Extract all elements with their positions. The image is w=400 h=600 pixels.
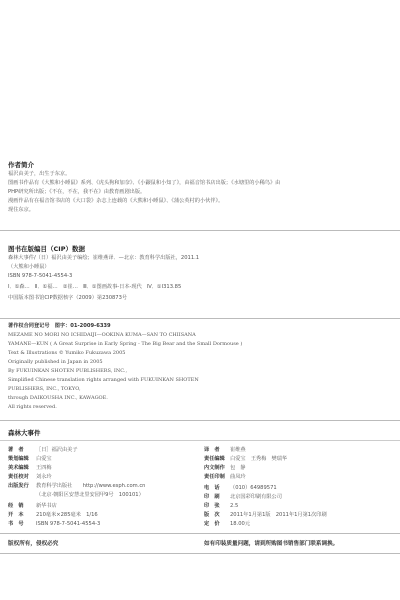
cip-line: （大熊和小睡鼠） (8, 264, 50, 270)
author-profile-line: 现住东京。 (8, 207, 34, 213)
rights-line: All rights reserved. (8, 404, 57, 410)
cip-classification: Ⅰ．①森… Ⅱ．①福… ②崔… Ⅲ．①图画故事-日本-现代 Ⅳ．①I313.85 (8, 284, 182, 290)
copyright-registration: 著作权合同登记号 图字：01-2009-6339 (8, 323, 111, 329)
book-info-row: 责任校对 刘永玲 (8, 474, 52, 480)
cip-record-number: 中国版本图书馆CIP数据核字（2009）第230873号 (8, 295, 128, 301)
rights-line: YAMANE—KUN ( A Great Surprise in Early Spring - The Big Bear and the Small Dormouse ) (8, 341, 243, 347)
divider (0, 440, 400, 441)
book-info-row: 开 本 210毫米×285毫米 1/16 (8, 512, 98, 518)
divider (0, 420, 400, 421)
rights-reserved-notice: 版权所有，侵权必究 (8, 541, 59, 547)
rights-line: Text & Illustrations © Yumiko Fukuzawa 2005 (8, 350, 126, 356)
author-profile-line: 图画书作品有《大熊和小睡鼠》系列、《虎头狗和加奈》、《小鼹鼠和小知了》，由福音馆书店出版；《水塘里的小稀鸟》由 (8, 180, 281, 186)
book-info-row: （北京·朝阳区安慧北里安园甲9号 100101） (36, 492, 144, 498)
book-info-row: 书 号 ISBN 978-7-5041-4554-3 (8, 521, 101, 527)
book-info-row: 著 者 ［日］福沢由美子 (8, 447, 78, 453)
rights-line: PUBLISHERS, INC., TOKYO, (8, 386, 81, 392)
author-profile-heading: 作者简介 (8, 161, 34, 169)
author-profile-line: 漫画作品有在福音馆书店的《大口袋》杂志上连载的《大熊和小睡鼠》、《蒲公英村的小伙伴》。 (8, 198, 224, 204)
rights-line: MEZAME NO MORI NO ICHIDAIJI—OOKINA KUMA—SAN TO CHIISANA (8, 332, 196, 338)
book-info-row: 译 者 崔维燕 (204, 447, 246, 453)
rights-line: Originally published in Japan in 2005 (8, 359, 103, 365)
book-info-row: 内文制作 包 静 (204, 465, 246, 471)
divider (0, 553, 400, 554)
divider (0, 318, 400, 319)
cip-isbn: ISBN 978-7-5041-4554-3 (8, 273, 73, 279)
cip-heading: 图书在版编目（CIP）数据 (8, 245, 85, 253)
book-info-row: 电 话 （010）64989571 (204, 485, 277, 491)
book-info-row: 策划编辑 白爱宝 (8, 456, 52, 462)
book-title: 森林大事件 (8, 429, 41, 437)
book-info-row: 出版发行 教育科学出版社 http://www.esph.com.cn (8, 483, 146, 489)
divider (0, 533, 400, 534)
cip-line: 森林大事件/（日）福沢由美子编绘；崔维燕译．—北京：教育科学出版社，2011.1 (8, 255, 200, 261)
book-info-row: 经 销 新华书店 (8, 503, 57, 509)
author-profile-line: 福沢由美子，出生于东京。 (8, 171, 71, 177)
book-info-row: 责任印制 曲凤玲 (204, 474, 246, 480)
book-info-row: 美术编辑 王四梅 (8, 465, 52, 471)
book-info-row: 责任编辑 白爱宝 王秀梅 樊瑞华 (204, 456, 288, 462)
rights-line: By FUKUINKAN SHOTEN PUBLISHERS, INC., (8, 368, 128, 374)
book-info-row: 版 次 2011年1月第1版 2011年1月第1次印刷 (204, 512, 327, 518)
divider (0, 230, 400, 231)
rights-line: through DAIKOUSHA INC., KAWAGOE. (8, 395, 108, 401)
rights-line: Simplified Chinese translation rights arranged with FUKUINKAN SHOTEN (8, 377, 199, 383)
book-info-row: 定 价 18.00元 (204, 521, 251, 527)
author-profile-line: PHP研究所出版；《不在，不在，我不在》由教育画剧出版。 (8, 189, 146, 195)
book-info-row: 印 张 2.5 (204, 503, 239, 509)
book-info-row: 印 刷 北京国彩印刷有限公司 (204, 494, 282, 500)
quality-notice: 如有印装质量问题，请到所购图书销售部门联系调换。 (204, 541, 339, 547)
